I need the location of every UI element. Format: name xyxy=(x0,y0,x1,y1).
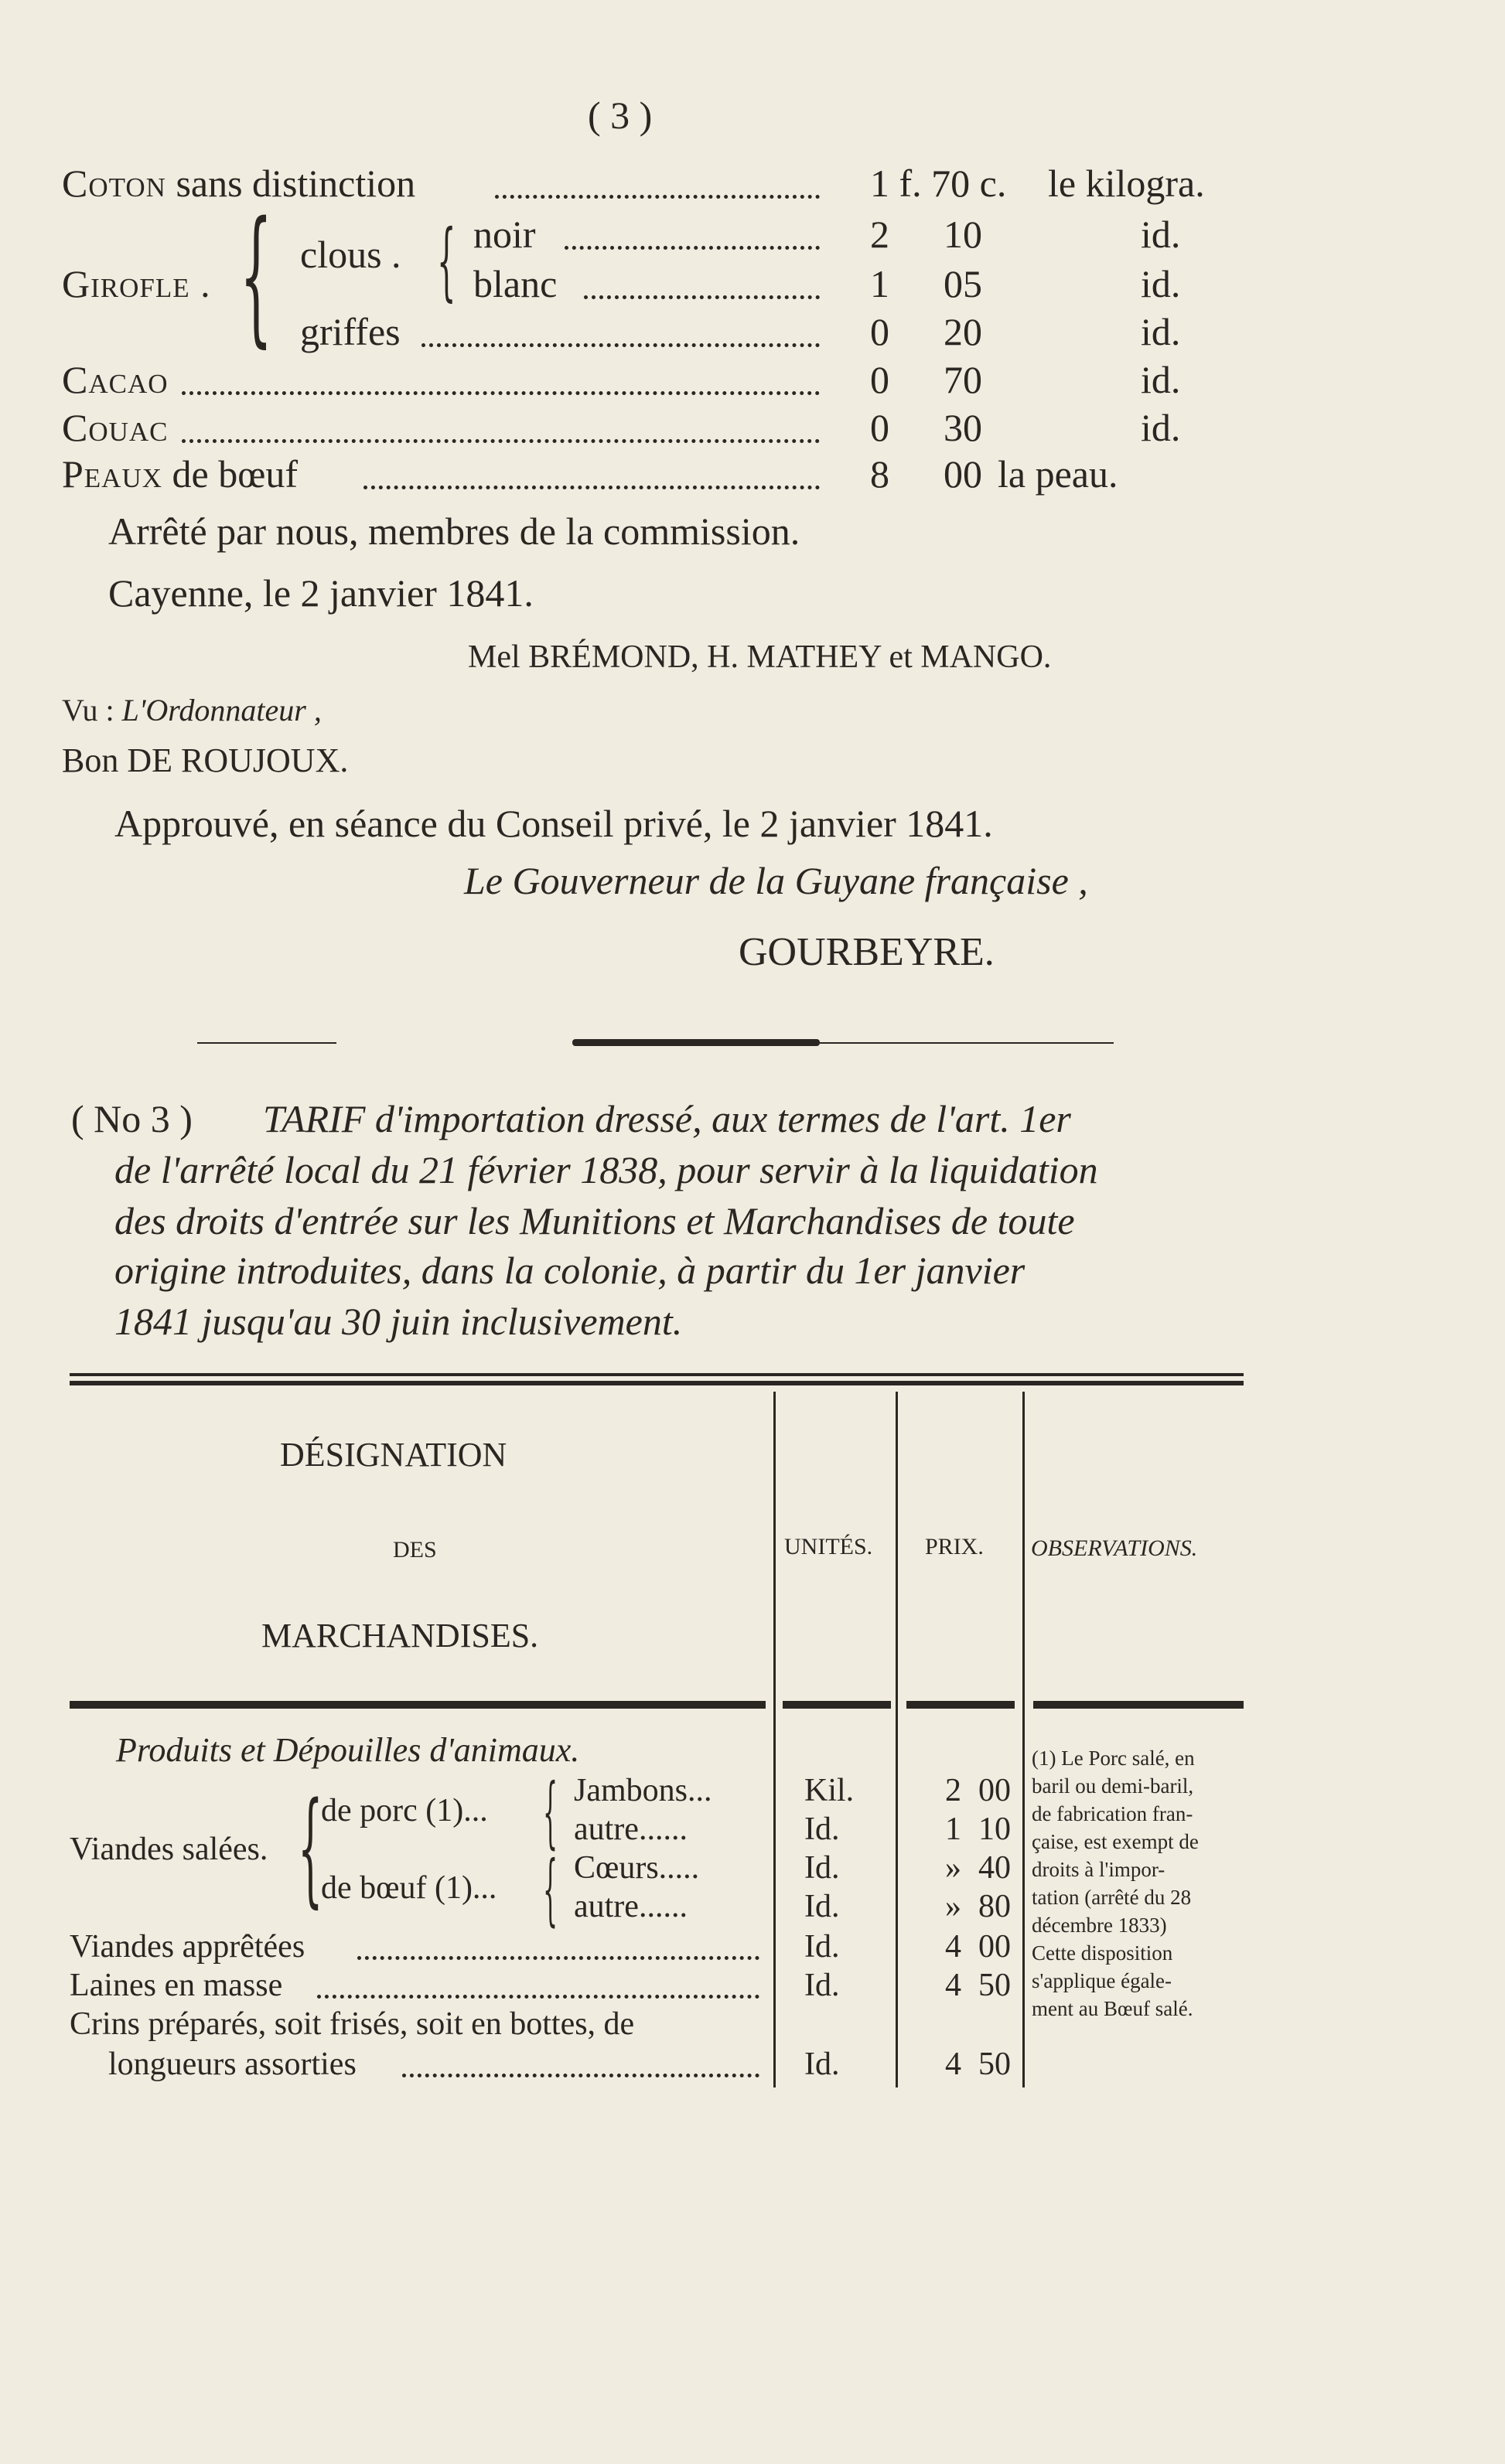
row-francs: 4 xyxy=(945,2047,961,2082)
tarif-heading-line: 1841 jusqu'au 30 juin inclusivement. xyxy=(114,1300,683,1343)
tarif-heading-line: des droits d'entrée sur les Munitions et Marchandises de toute xyxy=(114,1199,1075,1242)
arrete-text: Arrêté par nous, membres de la commission. xyxy=(108,509,800,553)
gouverneur-name: GOURBEYRE. xyxy=(739,930,995,974)
header-rule xyxy=(783,1701,891,1709)
tariff-cents: 05 xyxy=(944,262,982,305)
vu-label: Vu : xyxy=(62,693,122,728)
observation-line: s'applique égale- xyxy=(1032,1969,1172,1992)
tariff-cents: 70 xyxy=(944,358,982,401)
group-viandes-salees: Viandes salées. xyxy=(70,1832,268,1867)
row-item: autre...... xyxy=(574,1811,688,1847)
row-unit: Id. xyxy=(804,1929,840,1965)
page-number: ( 3 ) xyxy=(588,94,653,137)
dot-leader xyxy=(495,195,820,199)
dot-leader xyxy=(317,1995,759,1999)
header-observations: OBSERVATIONS. xyxy=(1031,1535,1198,1561)
brace-icon: { xyxy=(543,1844,558,1934)
observations-note xyxy=(1032,1744,1199,2023)
tariff-group-girofle: Girofle . xyxy=(62,262,211,305)
row-unit: Id. xyxy=(804,1968,840,2003)
brace-icon: { xyxy=(543,1767,558,1857)
tariff-francs: 1 xyxy=(870,262,889,305)
row-cents: 00 xyxy=(978,1929,1011,1965)
tariff-cents: 10 xyxy=(944,213,982,256)
dot-leader xyxy=(182,439,820,443)
header-rule xyxy=(906,1701,1015,1709)
row-item: Viandes apprêtées xyxy=(70,1929,305,1965)
dot-leader xyxy=(357,1956,759,1960)
column-divider xyxy=(1022,1392,1025,2087)
tariff-francs: 0 xyxy=(870,310,889,353)
tariff-item: blanc xyxy=(473,262,558,305)
header-unites: UNITÉS. xyxy=(784,1534,873,1559)
tariff-francs: 8 xyxy=(870,452,889,496)
tariff-label-rest: sans distinction xyxy=(166,162,416,205)
section-title: Produits et Dépouilles d'animaux. xyxy=(116,1731,580,1769)
header-rule xyxy=(1033,1701,1244,1709)
tariff-unit: id. xyxy=(1141,310,1181,353)
header-marchandises: MARCHANDISES. xyxy=(261,1617,539,1655)
header-prix: PRIX. xyxy=(925,1534,984,1559)
tarif-number: ( No 3 ) xyxy=(71,1097,193,1140)
tariff-unit: id. xyxy=(1141,358,1181,401)
tariff-cents: 00 xyxy=(944,452,982,496)
row-unit: Id. xyxy=(804,1850,840,1886)
table-top-rule xyxy=(70,1373,1244,1376)
header-designation: DÉSIGNATION xyxy=(280,1436,507,1474)
gouverneur-title: Le Gouverneur de la Guyane française , xyxy=(464,859,1088,902)
row-item: Crins préparés, soit frisés, soit en bottes, de xyxy=(70,2006,635,2042)
column-divider xyxy=(773,1392,776,2087)
row-francs: 4 xyxy=(945,1929,961,1965)
tariff-label: Peaux xyxy=(62,452,163,496)
row-item: Jambons... xyxy=(574,1773,712,1808)
observation-line: droits à l'impor- xyxy=(1032,1858,1165,1881)
tarif-heading-line: TARIF d'importation dressé, aux termes de l'art. 1er xyxy=(263,1097,1071,1140)
dot-leader xyxy=(182,391,820,395)
tariff-item: griffes xyxy=(300,310,401,353)
vu-line xyxy=(62,692,322,728)
row-item: Cœurs..... xyxy=(574,1850,700,1886)
dot-leader xyxy=(421,343,820,347)
tariff-label: Coton xyxy=(62,162,166,205)
row-francs: 1 xyxy=(945,1811,961,1847)
row-francs: 4 xyxy=(945,1968,961,2003)
observation-line: décembre 1833) xyxy=(1032,1914,1167,1937)
signatories: Mel BRÉMOND, H. MATHEY et MANGO. xyxy=(468,639,1052,675)
row-item: Laines en masse xyxy=(70,1968,283,2003)
row-item: autre...... xyxy=(574,1889,688,1924)
brace-icon: { xyxy=(437,211,456,310)
row-cents: 50 xyxy=(978,1968,1011,2003)
separator-rule xyxy=(820,1042,1114,1044)
tariff-unit: le kilogra. xyxy=(1048,162,1205,205)
observation-line: ment au Bœuf salé. xyxy=(1032,1997,1193,2020)
header-des: DES xyxy=(393,1537,437,1563)
row-unit: Id. xyxy=(804,1811,840,1847)
approuve-text: Approuvé, en séance du Conseil privé, le 2 janvier 1841. xyxy=(114,802,993,845)
tariff-francs: 2 xyxy=(870,213,889,256)
dot-leader xyxy=(363,486,820,489)
tariff-price: 1 f. 70 c. xyxy=(870,162,1007,205)
observation-line: Cette disposition xyxy=(1032,1941,1173,1965)
tariff-cents: 30 xyxy=(944,406,982,449)
row-francs: » xyxy=(945,1850,961,1886)
table-top-rule xyxy=(70,1381,1244,1385)
column-divider xyxy=(896,1392,898,2087)
separator-rule xyxy=(197,1042,336,1044)
tariff-item: noir xyxy=(473,213,536,256)
row-cents: 50 xyxy=(978,2047,1011,2082)
tariff-francs: 0 xyxy=(870,406,889,449)
row-francs: 2 xyxy=(945,1773,961,1808)
row-unit: Kil. xyxy=(804,1773,855,1808)
vu-title: L'Ordonnateur , xyxy=(121,693,322,728)
tariff-unit: id. xyxy=(1141,262,1181,305)
tariff-unit: la peau. xyxy=(998,452,1118,496)
observation-line: tation (arrêté du 28 xyxy=(1032,1886,1192,1909)
tarif-heading-line: de l'arrêté local du 21 février 1838, pour servir à la liquidation xyxy=(114,1148,1098,1191)
tariff-unit: id. xyxy=(1141,406,1181,449)
tariff-unit: id. xyxy=(1141,213,1181,256)
separator-rule xyxy=(572,1039,820,1046)
ordonnateur-name: Bon DE ROUJOUX. xyxy=(62,741,349,779)
tarif-heading-line: origine introduites, dans la colonie, à partir du 1er janvier xyxy=(114,1249,1026,1292)
header-rule xyxy=(70,1701,766,1709)
observation-line: çaise, est exempt de xyxy=(1032,1830,1199,1853)
observation-line: (1) Le Porc salé, en xyxy=(1032,1747,1195,1770)
tariff-row-coton xyxy=(62,161,415,206)
row-cents: 80 xyxy=(978,1889,1011,1924)
observation-line: baril ou demi-baril, xyxy=(1032,1774,1194,1798)
row-cents: 40 xyxy=(978,1850,1011,1886)
subgroup-boeuf: de bœuf (1)... xyxy=(321,1870,497,1906)
tariff-row-cacao: Cacao xyxy=(62,358,169,401)
dot-leader xyxy=(402,2074,759,2077)
brace-icon: { xyxy=(298,1775,323,1920)
tariff-cents: 20 xyxy=(944,310,982,353)
tariff-row-peaux xyxy=(62,452,298,496)
tariff-sub-clous: clous . xyxy=(300,233,401,276)
tariff-francs: 0 xyxy=(870,358,889,401)
dot-leader xyxy=(584,295,820,299)
subgroup-porc: de porc (1)... xyxy=(321,1793,488,1828)
row-unit: Id. xyxy=(804,1889,840,1924)
row-francs: » xyxy=(945,1889,961,1924)
tariff-label-rest: de bœuf xyxy=(162,452,298,496)
place-date: Cayenne, le 2 janvier 1841. xyxy=(108,571,534,615)
row-item-continued: longueurs assorties xyxy=(108,2047,357,2082)
tariff-row-couac: Couac xyxy=(62,406,169,449)
observation-line: de fabrication fran- xyxy=(1032,1802,1193,1825)
row-cents: 00 xyxy=(978,1773,1011,1808)
dot-leader xyxy=(565,246,820,250)
brace-icon: { xyxy=(240,190,273,361)
row-cents: 10 xyxy=(978,1811,1011,1847)
row-unit: Id. xyxy=(804,2047,840,2082)
